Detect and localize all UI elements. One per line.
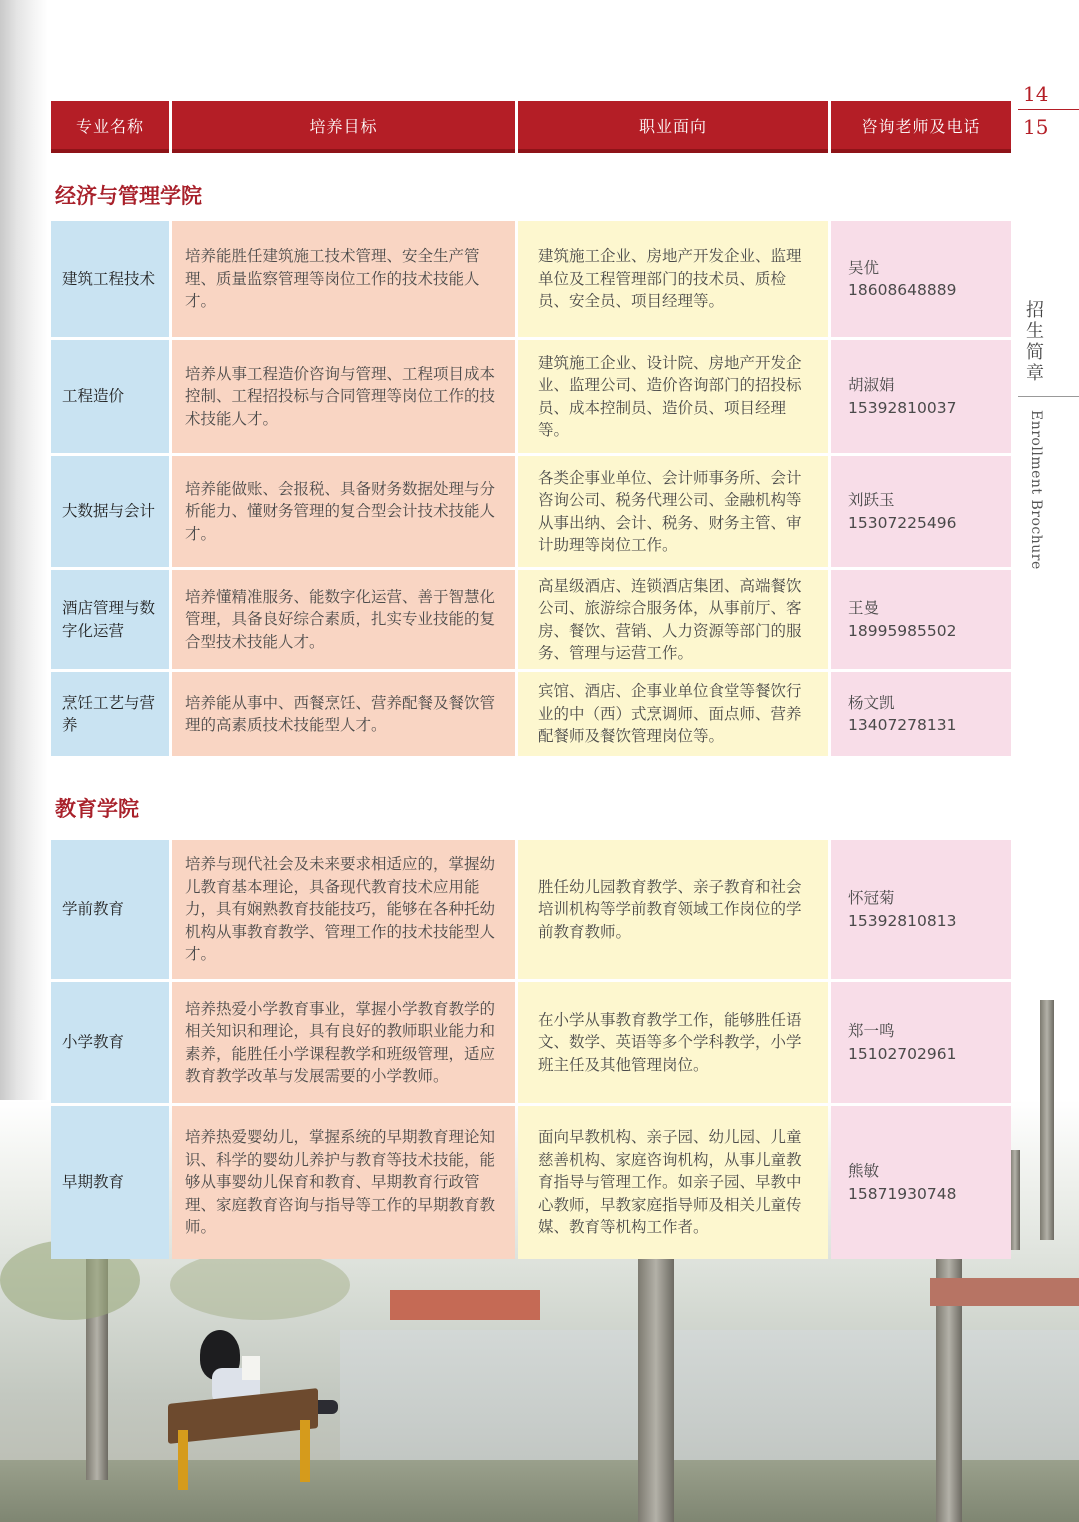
contact-cell [831,840,1011,979]
header-career: 职业面向 [518,101,828,153]
table-row [51,840,1011,979]
section-title: 教育学院 [55,797,139,821]
major-name: 大数据与会计 [51,456,169,567]
training-goal: 培养热爱婴幼儿，掌握系统的早期教育理论知识、科学的婴幼儿养护与教育等技术技能，能够从事婴幼儿保育和教育、早期教育行政管理、家庭教育咨询与指导等工作的早期教育教师。 [172,1106,515,1259]
contact-cell [831,221,1011,337]
contact-cell [831,456,1011,567]
training-goal: 培养从事工程造价咨询与管理、工程项目成本控制、工程招投标与合同管理等岗位工作的技术技能人才。 [172,340,515,453]
career-direction: 胜任幼儿园教育教学、亲子教育和社会培训机构等学前教育领域工作岗位的学前教育教师。 [518,840,828,979]
major-name: 小学教育 [51,982,169,1103]
table-row [51,221,1011,337]
teacher-name: 胡淑娟 [848,376,895,394]
training-goal: 培养能做账、会报税、具备财务数据处理与分析能力、懂财务管理的复合型会计技术技能人才。 [172,456,515,567]
teacher-name: 熊敏 [848,1162,880,1180]
career-direction: 建筑施工企业、设计院、房地产开发企业、监理公司、造价咨询部门的招投标员、成本控制员、造价员、项目经理等。 [518,340,828,453]
major-name: 酒店管理与数字化运营 [51,570,169,669]
contact-cell [831,340,1011,453]
majors-table-education [48,837,1014,1262]
table-row [51,340,1011,453]
career-direction: 高星级酒店、连锁酒店集团、高端餐饮公司、旅游综合服务体，从事前厅、客房、餐饮、营销、人力资源等部门的服务、管理与运营工作。 [518,570,828,669]
section-title: 经济与管理学院 [55,184,202,208]
photo-riverbank [0,1460,1079,1522]
photo-flower-hedge [930,1278,1079,1306]
contact-cell [831,672,1011,756]
photo-tree-trunk [1040,1000,1054,1240]
teacher-name: 郑一鸣 [848,1022,895,1040]
major-name: 烹饪工艺与营养 [51,672,169,756]
contact-cell [831,570,1011,669]
training-goal: 培养能胜任建筑施工技术管理、安全生产管理、质量监察管理等岗位工作的技术技能人才。 [172,221,515,337]
teacher-name: 怀冠菊 [848,889,895,907]
career-direction: 建筑施工企业、房地产开发企业、监理单位及工程管理部门的技术员、质检员、安全员、项目经理等。 [518,221,828,337]
teacher-name: 杨文凯 [848,693,895,712]
table-row [51,672,1011,756]
photo-bench-leg [300,1420,310,1482]
page-number-right: 15 [1023,115,1049,139]
teacher-name: 王曼 [848,599,880,617]
title-char: 章 [1026,363,1044,384]
training-goal: 培养能从事中、西餐烹饪、营养配餐及餐饮管理的高素质技术技能型人才。 [172,672,515,756]
phone-number: 18995985502 [848,621,957,640]
phone-number: 13407278131 [848,716,957,734]
header-contact: 咨询老师及电话 [831,101,1011,153]
training-goal: 培养热爱小学教育事业，掌握小学教育教学的相关知识和理论，具有良好的教师职业能力和素养，能胜任小学课程教学和班级管理，适应教育教学改革与发展需要的小学教师。 [172,982,515,1103]
contact-cell [831,1106,1011,1259]
photo-tree-trunk [638,1250,674,1522]
major-name: 工程造价 [51,340,169,453]
phone-number: 15871930748 [848,1184,957,1203]
photo-book [242,1356,260,1380]
side-divider [1018,396,1079,397]
title-char: 生 [1026,321,1044,342]
phone-number: 15102702961 [848,1044,957,1063]
major-name: 学前教育 [51,840,169,979]
title-char: 招 [1026,300,1044,321]
brochure-title-vertical [1024,300,1046,384]
phone-number: 15392810813 [848,911,957,930]
header-major: 专业名称 [51,101,169,153]
photo-flower-hedge [390,1290,540,1320]
page-number-left: 14 [1023,82,1049,106]
page-number-divider [1018,109,1079,110]
table-row [51,1106,1011,1259]
brochure-title-english: Enrollment Brochure [1028,410,1044,570]
table-row [51,456,1011,567]
contact-cell [831,982,1011,1103]
teacher-name: 刘跃玉 [848,491,895,509]
table-row [51,570,1011,669]
photo-bench-leg [178,1430,188,1490]
majors-table-economics [48,218,1014,759]
major-name: 早期教育 [51,1106,169,1259]
phone-number: 18608648889 [848,281,957,299]
phone-number: 15307225496 [848,513,957,532]
title-char: 简 [1026,342,1044,363]
career-direction: 各类企事业单位、会计师事务所、会计咨询公司、税务代理公司、金融机构等从事出纳、会计、税务、财务主管、审计助理等岗位工作。 [518,456,828,567]
major-name: 建筑工程技术 [51,221,169,337]
career-direction: 面向早教机构、亲子园、幼儿园、儿童慈善机构、家庭咨询机构，从事儿童教育指导与管理工作。如亲子园、早教中心教师，早教家庭指导师及相关儿童传媒、教育等机构工作者。 [518,1106,828,1259]
teacher-name: 吴优 [848,258,880,277]
photo-tree-trunk [936,1230,962,1522]
training-goal: 培养与现代社会及未来要求相适应的，掌握幼儿教育基本理论，具备现代教育技术应用能力，具有娴熟教育技能技巧，能够在各种托幼机构从事教育教学、管理工作的技术技能型人才。 [172,840,515,979]
career-direction: 在小学从事教育教学工作，能够胜任语文、数学、英语等多个学科教学，小学班主任及其他管理岗位。 [518,982,828,1103]
training-goal: 培养懂精准服务、能数字化运营、善于智慧化管理，具备良好综合素质，扎实专业技能的复合型技术技能人才。 [172,570,515,669]
header-goal: 培养目标 [172,101,515,153]
table-row [51,982,1011,1103]
phone-number: 15392810037 [848,398,957,417]
career-direction: 宾馆、酒店、企事业单位食堂等餐饮行业的中（西）式烹调师、面点师、营养配餐师及餐饮管理岗位等。 [518,672,828,756]
